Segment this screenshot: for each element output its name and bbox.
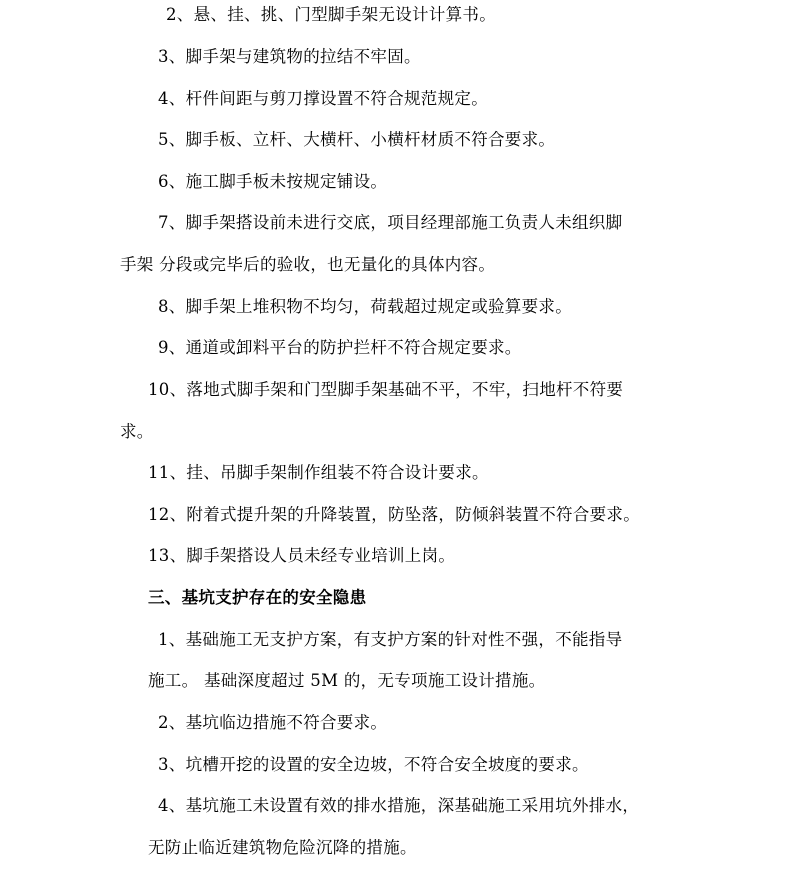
list-item-7: 7、脚手架搭设前未进行交底，项目经理部施工负责人未组织脚: [158, 213, 623, 232]
section-item-4-continued: 无防止临近建筑物危险沉降的措施。: [148, 838, 417, 857]
section-item-2: 2、基坑临边措施不符合要求。: [158, 713, 388, 732]
list-item-7-continued: 手架 分段或完毕后的验收，也无量化的具体内容。: [120, 255, 496, 274]
list-item-4: 4、杆件间距与剪刀撑设置不符合规范规定。: [158, 89, 488, 108]
section-item-3: 3、坑槽开挖的设置的安全边坡，不符合安全坡度的要求。: [158, 755, 589, 774]
list-item-3: 3、脚手架与建筑物的拉结不牢固。: [158, 47, 421, 66]
list-item-5: 5、脚手板、立杆、大横杆、小横杆材质不符合要求。: [158, 130, 556, 149]
list-item-9: 9、通道或卸料平台的防护拦杆不符合规定要求。: [158, 338, 522, 357]
list-item-11: 11、挂、吊脚手架制作组装不符合设计要求。: [148, 463, 489, 482]
list-item-2: 2、悬、挂、挑、门型脚手架无设计计算书。: [166, 5, 496, 24]
list-item-12: 12、附着式提升架的升降装置，防坠落，防倾斜装置不符合要求。: [148, 505, 640, 524]
section-item-4: 4、基坑施工未设置有效的排水措施，深基础施工采用坑外排水，: [158, 796, 640, 815]
list-item-10-continued: 求。: [120, 422, 154, 441]
list-item-13: 13、脚手架搭设人员未经专业培训上岗。: [148, 546, 456, 565]
section-heading: 三、基坑支护存在的安全隐患: [148, 588, 367, 607]
list-item-6: 6、施工脚手板未按规定铺设。: [158, 172, 388, 191]
section-item-1: 1、基础施工无支护方案，有支护方案的针对性不强，不能指导: [158, 630, 623, 649]
list-item-8: 8、脚手架上堆积物不均匀，荷载超过规定或验算要求。: [158, 297, 572, 316]
list-item-10: 10、落地式脚手架和门型脚手架基础不平，不牢，扫地杆不符要: [148, 380, 624, 399]
section-item-1-continued: 施工。 基础深度超过 5M 的，无专项施工设计措施。: [148, 671, 546, 690]
